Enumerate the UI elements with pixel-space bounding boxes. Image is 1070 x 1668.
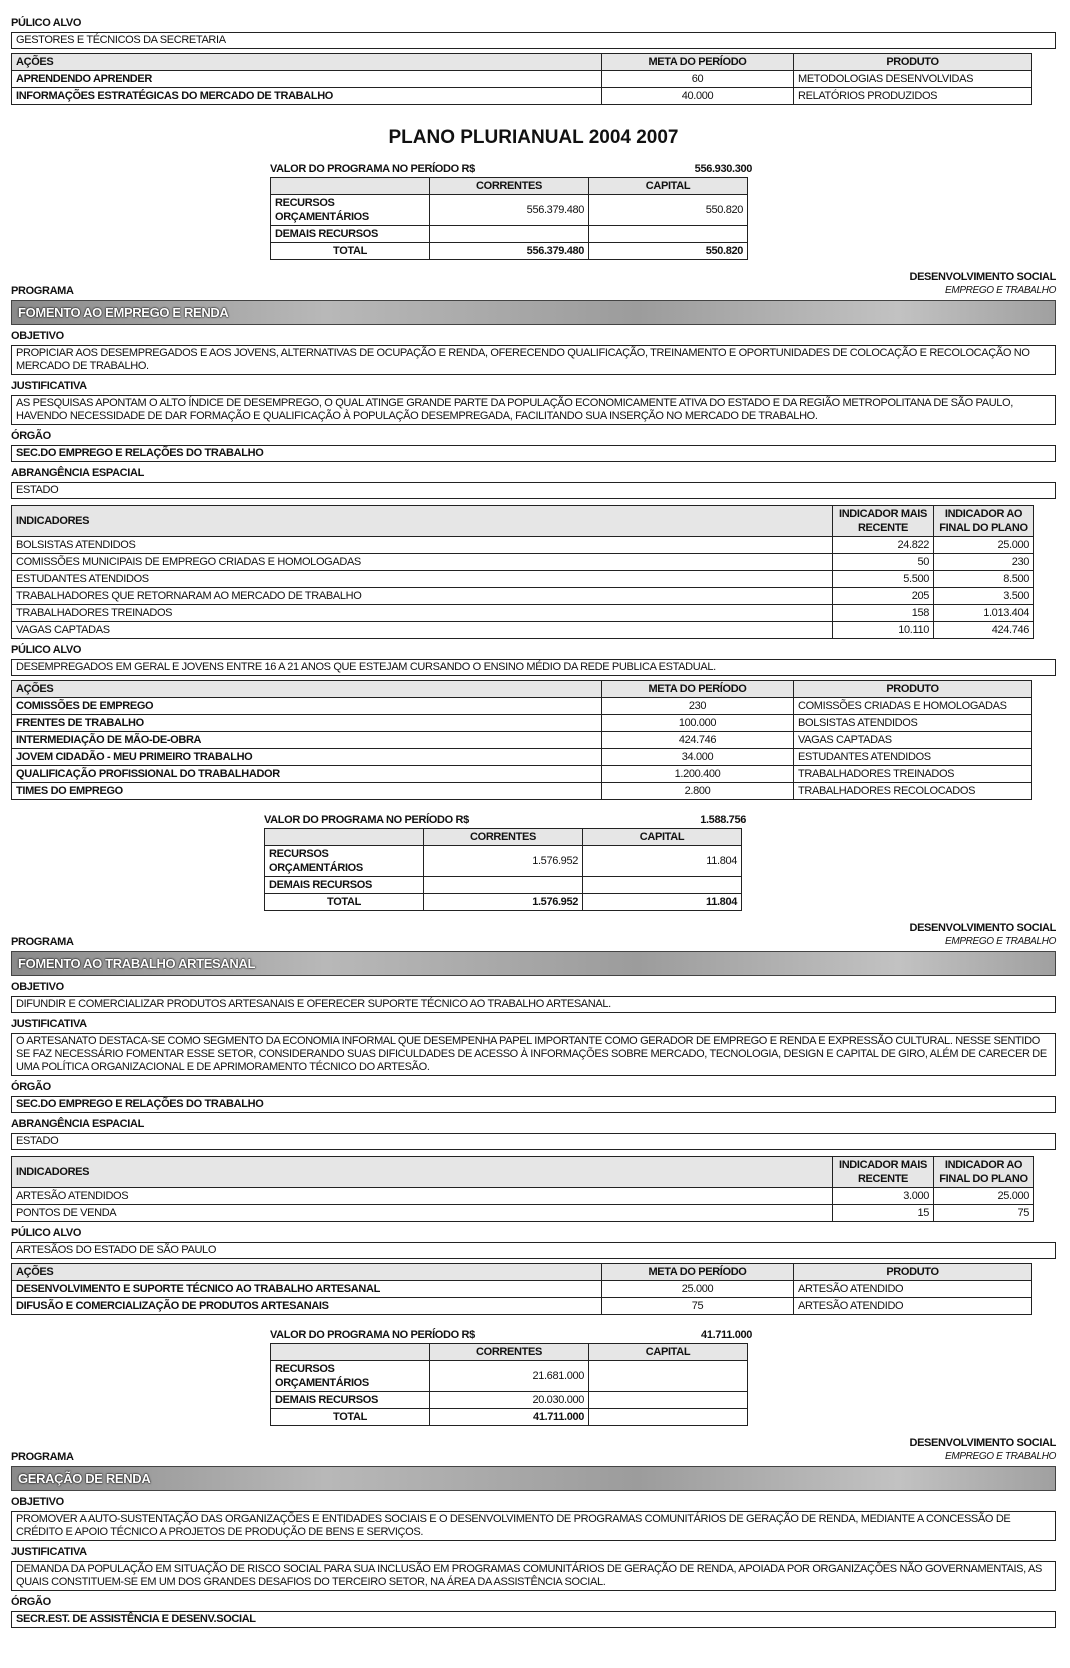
- cell: 158: [833, 605, 934, 622]
- cell: 75: [934, 1205, 1034, 1222]
- program-name-banner: GERAÇÃO DE RENDA: [11, 1466, 1056, 1491]
- cell: RELATÓRIOS PRODUZIDOS: [794, 88, 1032, 105]
- valor-total: 41.711.000: [701, 1329, 752, 1341]
- cell: 11.804: [583, 894, 742, 911]
- objetivo-label: OBJETIVO: [11, 1496, 64, 1508]
- orgao-box: SEC.DO EMPREGO E RELAÇÕES DO TRABALHO: [11, 1096, 1056, 1113]
- valor-programa-block: [270, 1329, 1056, 1426]
- valor-programa-block: [264, 814, 1056, 911]
- cell: RECURSOS ORÇAMENTÁRIOS: [271, 1361, 430, 1392]
- column-header: INDICADOR AO FINAL DO PLANO: [934, 1157, 1034, 1188]
- programa-label: PROGRAMA: [11, 936, 74, 948]
- acoes-table-row: [12, 1298, 1032, 1315]
- column-header: CORRENTES: [430, 1344, 589, 1361]
- objetivo-box: PROPICIAR AOS DESEMPREGADOS E AOS JOVENS, ALTERNATIVAS DE OCUPAÇÃO E RENDA, OFERECENDO QUALIFICAÇÃO, TREINAMENTO E OPORTUNIDADES DE COLOCAÇÃO E RECOLOCAÇÃO NO MERCADO DE TRABALHO.: [11, 345, 1056, 375]
- indicadores-table-row: [12, 1205, 1034, 1222]
- column-header: [271, 178, 430, 195]
- cell: 8.500: [934, 571, 1034, 588]
- financial-table-row: [265, 894, 742, 911]
- financial-table: [270, 1343, 748, 1426]
- cell: 3.500: [934, 588, 1034, 605]
- column-header: META DO PERÍODO: [602, 681, 794, 698]
- column-header: AÇÕES: [12, 54, 602, 71]
- area-block: [909, 270, 1056, 298]
- subarea-label: EMPREGO E TRABALHO: [945, 285, 1056, 296]
- indicadores-table-row: [12, 537, 1034, 554]
- indicadores-table-row: [12, 1188, 1034, 1205]
- financial-table-row: [265, 846, 742, 877]
- cell: 60: [602, 71, 794, 88]
- cell: 1.576.952: [424, 894, 583, 911]
- cell: 230: [934, 554, 1034, 571]
- justificativa-box: O ARTESANATO DESTACA-SE COMO SEGMENTO DA ECONOMIA INFORMAL QUE DESEMPENHA PAPEL IMPORTANTE COMO GERADOR DE EMPREGO E RENDA E EXPRESSÃO CULTURAL. NESSE SENTIDO SE FAZ NECESSÁRIO FOMENTAR ESSE SETOR, CONSIDERANDO SUAS DIFICULDADES DE ACESSO À INFORMAÇÕES SOBRE MERCADO, TECNOLOGIA, DESIGN E CAPITAL DE GIRO, ALÉM DE CARECER DE UMA POLÍTICA ORGANIZACIONAL E DE APRIMORAMENTO TÉCNICO DO ARTESÃO.: [11, 1033, 1056, 1076]
- publico-alvo-label: PÚLICO ALVO: [11, 644, 82, 656]
- column-header: CORRENTES: [430, 178, 589, 195]
- acoes-table-header: [12, 54, 1032, 71]
- cell: 100.000: [602, 715, 794, 732]
- indicadores-table-row: [12, 622, 1034, 639]
- indicadores-table-row: [12, 554, 1034, 571]
- cell: [589, 1392, 748, 1409]
- column-header: CAPITAL: [589, 1344, 748, 1361]
- cell: COMISSÕES CRIADAS E HOMOLOGADAS: [794, 698, 1032, 715]
- abrangencia-label: ABRANGÊNCIA ESPACIAL: [11, 467, 144, 479]
- cell: DEMAIS RECURSOS: [271, 226, 430, 243]
- column-header: PRODUTO: [794, 681, 1032, 698]
- cell: [589, 1409, 748, 1426]
- column-header: INDICADOR MAIS RECENTE: [833, 1157, 934, 1188]
- cell: VAGAS CAPTADAS: [794, 732, 1032, 749]
- cell: 2.800: [602, 783, 794, 800]
- subarea-label: EMPREGO E TRABALHO: [945, 1451, 1056, 1462]
- financial-table-row: [271, 1392, 748, 1409]
- column-header: INDICADORES: [12, 1157, 833, 1188]
- cell: 230: [602, 698, 794, 715]
- financial-table: [264, 828, 742, 911]
- cell: TRABALHADORES TREINADOS: [794, 766, 1032, 783]
- valor-total: 1.588.756: [700, 814, 746, 826]
- publico-alvo-box: DESEMPREGADOS EM GERAL E JOVENS ENTRE 16 A 21 ANOS QUE ESTEJAM CURSANDO O ENSINO MÉDIO DA REDE PUBLICA ESTADUAL.: [11, 659, 1056, 676]
- acoes-table: [11, 53, 1032, 105]
- column-header: [265, 829, 424, 846]
- justificativa-box: AS PESQUISAS APONTAM O ALTO ÍNDICE DE DESEMPREGO, O QUAL ATINGE GRANDE PARTE DA POPULAÇÃO ECONOMICAMENTE ATIVA DO ESTADO E DA REGIÃO METROPOLITANA DE SÃO PAULO, HAVENDO NECESSIDADE DE DAR FORMAÇÃO E QUALIFICAÇÃO À POPULAÇÃO DESEMPREGADA, FACILITANDO SUA INSERÇÃO NO MERCADO DE TRABALHO.: [11, 395, 1056, 425]
- cell: 556.379.480: [430, 195, 589, 226]
- column-header: PRODUTO: [794, 1264, 1032, 1281]
- cell: COMISSÕES DE EMPREGO: [12, 698, 602, 715]
- cell: 556.379.480: [430, 243, 589, 260]
- column-header: META DO PERÍODO: [602, 54, 794, 71]
- indicadores-table-header: [12, 1157, 1034, 1188]
- cell: JOVEM CIDADÃO - MEU PRIMEIRO TRABALHO: [12, 749, 602, 766]
- cell: 550.820: [589, 195, 748, 226]
- justificativa-label: JUSTIFICATIVA: [11, 380, 87, 392]
- acoes-table-row: [12, 71, 1032, 88]
- cell: TRABALHADORES QUE RETORNARAM AO MERCADO DE TRABALHO: [12, 588, 833, 605]
- acoes-table-row: [12, 783, 1032, 800]
- page-title: PLANO PLURIANUAL 2004 2007: [388, 127, 679, 148]
- cell: ARTESÃO ATENDIDOS: [12, 1188, 833, 1205]
- justificativa-label: JUSTIFICATIVA: [11, 1018, 87, 1030]
- acoes-table-header: [12, 681, 1032, 698]
- cell: RECURSOS ORÇAMENTÁRIOS: [271, 195, 430, 226]
- financial-table-header: [265, 829, 742, 846]
- publico-alvo-box: GESTORES E TÉCNICOS DA SECRETARIA: [11, 32, 1056, 49]
- financial-table-row: [271, 1361, 748, 1392]
- cell: TRABALHADORES RECOLOCADOS: [794, 783, 1032, 800]
- acoes-table-row: [12, 766, 1032, 783]
- abrangencia-box: ESTADO: [11, 1133, 1056, 1150]
- valor-total: 556.930.300: [694, 163, 752, 175]
- cell: 1.576.952: [424, 846, 583, 877]
- cell: ESTUDANTES ATENDIDOS: [794, 749, 1032, 766]
- financial-table-header: [271, 1344, 748, 1361]
- column-header: CAPITAL: [583, 829, 742, 846]
- cell: APRENDENDO APRENDER: [12, 71, 602, 88]
- justificativa-box: DEMANDA DA POPULAÇÃO EM SITUAÇÃO DE RISCO SOCIAL PARA SUA INCLUSÃO EM PROGRAMAS COMUNITÁRIOS DE GERAÇÃO DE RENDA, APOIADA POR ORGANIZAÇÕES NÃO GOVERNAMENTAIS, AS QUAIS CONSTITUEM-SE EM UM DOS GRANDES DESAFIOS DO TERCEIRO SETOR, NA ÁREA DA ASSISTÊNCIA SOCIAL.: [11, 1561, 1056, 1591]
- acoes-table: [11, 680, 1032, 800]
- cell: TOTAL: [271, 1409, 430, 1426]
- cell: 75: [602, 1298, 794, 1315]
- column-header: META DO PERÍODO: [602, 1264, 794, 1281]
- cell: 24.822: [833, 537, 934, 554]
- acoes-table-row: [12, 732, 1032, 749]
- cell: VAGAS CAPTADAS: [12, 622, 833, 639]
- cell: DESENVOLVIMENTO E SUPORTE TÉCNICO AO TRABALHO ARTESANAL: [12, 1281, 602, 1298]
- publico-alvo-label: PÚLICO ALVO: [11, 17, 82, 29]
- financial-table: [270, 177, 748, 260]
- cell: [424, 877, 583, 894]
- cell: 1.013.404: [934, 605, 1034, 622]
- abrangencia-box: ESTADO: [11, 482, 1056, 499]
- programa-label: PROGRAMA: [11, 1451, 74, 1463]
- financial-table-row: [271, 226, 748, 243]
- column-header: AÇÕES: [12, 681, 602, 698]
- column-header: INDICADORES: [12, 506, 833, 537]
- acoes-table-row: [12, 1281, 1032, 1298]
- acoes-table-row: [12, 715, 1032, 732]
- cell: ARTESÃO ATENDIDO: [794, 1281, 1032, 1298]
- orgao-label: ÓRGÃO: [11, 1081, 51, 1093]
- cell: 10.110: [833, 622, 934, 639]
- acoes-table-row: [12, 698, 1032, 715]
- valor-programa: [270, 1329, 752, 1341]
- orgao-box: SEC.DO EMPREGO E RELAÇÕES DO TRABALHO: [11, 445, 1056, 462]
- program-header: [11, 270, 1056, 298]
- column-header: AÇÕES: [12, 1264, 602, 1281]
- cell: 25.000: [934, 1188, 1034, 1205]
- orgao-label: ÓRGÃO: [11, 1596, 51, 1608]
- valor-label: VALOR DO PROGRAMA NO PERÍODO R$: [270, 1329, 475, 1341]
- cell: ARTESÃO ATENDIDO: [794, 1298, 1032, 1315]
- cell: INFORMAÇÕES ESTRATÉGICAS DO MERCADO DE TRABALHO: [12, 88, 602, 105]
- cell: 20.030.000: [430, 1392, 589, 1409]
- cell: INTERMEDIAÇÃO DE MÃO-DE-OBRA: [12, 732, 602, 749]
- cell: BOLSISTAS ATENDIDOS: [12, 537, 833, 554]
- cell: 25.000: [934, 537, 1034, 554]
- cell: METODOLOGIAS DESENVOLVIDAS: [794, 71, 1032, 88]
- acoes-table-row: [12, 749, 1032, 766]
- cell: 41.711.000: [430, 1409, 589, 1426]
- cell: TOTAL: [271, 243, 430, 260]
- cell: DIFUSÃO E COMERCIALIZAÇÃO DE PRODUTOS ARTESANAIS: [12, 1298, 602, 1315]
- valor-programa: [264, 814, 746, 826]
- area-label: DESENVOLVIMENTO SOCIAL: [909, 1437, 1056, 1449]
- cell: TIMES DO EMPREGO: [12, 783, 602, 800]
- cell: 205: [833, 588, 934, 605]
- valor-programa-block: [270, 163, 1056, 260]
- cell: 424.746: [602, 732, 794, 749]
- financial-table-header: [271, 178, 748, 195]
- cell: 15: [833, 1205, 934, 1222]
- cell: TOTAL: [265, 894, 424, 911]
- cell: 3.000: [833, 1188, 934, 1205]
- cell: 40.000: [602, 88, 794, 105]
- cell: FRENTES DE TRABALHO: [12, 715, 602, 732]
- objetivo-label: OBJETIVO: [11, 981, 64, 993]
- indicadores-table: [11, 505, 1034, 639]
- column-header: PRODUTO: [794, 54, 1032, 71]
- cell: TRABALHADORES TREINADOS: [12, 605, 833, 622]
- publico-alvo-label: PÚLICO ALVO: [11, 1227, 82, 1239]
- cell: [430, 226, 589, 243]
- objetivo-label: OBJETIVO: [11, 330, 64, 342]
- column-header: CORRENTES: [424, 829, 583, 846]
- financial-table-row: [271, 1409, 748, 1426]
- area-block: [909, 921, 1056, 949]
- cell: [589, 1361, 748, 1392]
- column-header: INDICADOR MAIS RECENTE: [833, 506, 934, 537]
- column-header: CAPITAL: [589, 178, 748, 195]
- indicadores-table-row: [12, 588, 1034, 605]
- area-label: DESENVOLVIMENTO SOCIAL: [909, 922, 1056, 934]
- program-header: [11, 921, 1056, 949]
- publico-alvo-box: ARTESÃOS DO ESTADO DE SÃO PAULO: [11, 1242, 1056, 1259]
- acoes-table-header: [12, 1264, 1032, 1281]
- subarea-label: EMPREGO E TRABALHO: [945, 936, 1056, 947]
- cell: [583, 877, 742, 894]
- program-header: [11, 1436, 1056, 1464]
- cell: 424.746: [934, 622, 1034, 639]
- programa-label: PROGRAMA: [11, 285, 74, 297]
- program-name-banner: FOMENTO AO EMPREGO E RENDA: [11, 300, 1056, 325]
- indicadores-table-row: [12, 605, 1034, 622]
- cell: BOLSISTAS ATENDIDOS: [794, 715, 1032, 732]
- cell: [589, 226, 748, 243]
- cell: RECURSOS ORÇAMENTÁRIOS: [265, 846, 424, 877]
- financial-table-row: [265, 877, 742, 894]
- cell: 21.681.000: [430, 1361, 589, 1392]
- cell: 11.804: [583, 846, 742, 877]
- orgao-label: ÓRGÃO: [11, 430, 51, 442]
- cell: QUALIFICAÇÃO PROFISSIONAL DO TRABALHADOR: [12, 766, 602, 783]
- cell: 50: [833, 554, 934, 571]
- area-block: [909, 1436, 1056, 1464]
- cell: 34.000: [602, 749, 794, 766]
- indicadores-table-header: [12, 506, 1034, 537]
- financial-table-row: [271, 195, 748, 226]
- cell: PONTOS DE VENDA: [12, 1205, 833, 1222]
- indicadores-table: [11, 1156, 1034, 1222]
- acoes-table-row: [12, 88, 1032, 105]
- cell: 1.200.400: [602, 766, 794, 783]
- indicadores-table-row: [12, 571, 1034, 588]
- cell: DEMAIS RECURSOS: [271, 1392, 430, 1409]
- program-name-banner: FOMENTO AO TRABALHO ARTESANAL: [11, 951, 1056, 976]
- financial-table-row: [271, 243, 748, 260]
- cell: DEMAIS RECURSOS: [265, 877, 424, 894]
- cell: ESTUDANTES ATENDIDOS: [12, 571, 833, 588]
- acoes-table: [11, 1263, 1032, 1315]
- column-header: INDICADOR AO FINAL DO PLANO: [934, 506, 1034, 537]
- abrangencia-label: ABRANGÊNCIA ESPACIAL: [11, 1118, 144, 1130]
- column-header: [271, 1344, 430, 1361]
- valor-label: VALOR DO PROGRAMA NO PERÍODO R$: [264, 814, 469, 826]
- cell: 550.820: [589, 243, 748, 260]
- objetivo-box: DIFUNDIR E COMERCIALIZAR PRODUTOS ARTESANAIS E OFERECER SUPORTE TÉCNICO AO TRABALHO ARTESANAL.: [11, 996, 1056, 1013]
- cell: 25.000: [602, 1281, 794, 1298]
- area-label: DESENVOLVIMENTO SOCIAL: [909, 271, 1056, 283]
- objetivo-box: PROMOVER A AUTO-SUSTENTAÇÃO DAS ORGANIZAÇÕES E ENTIDADES SOCIAIS E O DESENVOLVIMENTO DE PROGRAMAS COMUNITÁRIOS DE GERAÇÃO DE RENDA, MEDIANTE A CONCESSÃO DE CRÉDITO E APOIO TÉCNICO A PROJETOS DE PRODUÇÃO DE BENS E SERVIÇOS.: [11, 1511, 1056, 1541]
- cell: COMISSÕES MUNICIPAIS DE EMPREGO CRIADAS E HOMOLOGADAS: [12, 554, 833, 571]
- valor-label: VALOR DO PROGRAMA NO PERÍODO R$: [270, 163, 475, 175]
- valor-programa: [270, 163, 752, 175]
- justificativa-label: JUSTIFICATIVA: [11, 1546, 87, 1558]
- cell: 5.500: [833, 571, 934, 588]
- orgao-box: SECR.EST. DE ASSISTÊNCIA E DESENV.SOCIAL: [11, 1611, 1056, 1628]
